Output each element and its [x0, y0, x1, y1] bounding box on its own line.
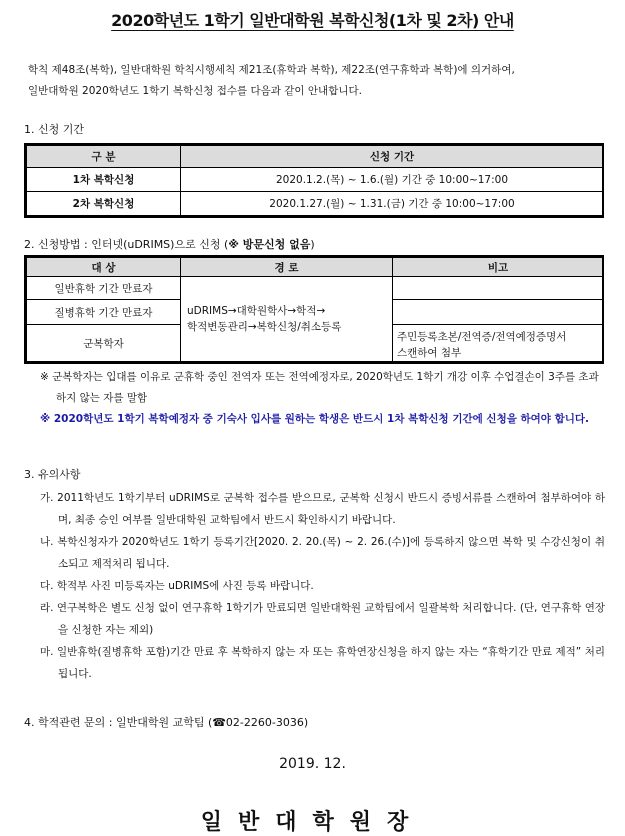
notes-block [40, 367, 605, 430]
no-visit-notice: ※ 방문신청 없음 [228, 238, 311, 251]
list-item: 나. 복학신청자가 2020학년도 1학기 등록기간[2020. 2. 20.(목) ~ 2. 26.(수)]에 등록하지 않으면 복학 및 수강신청이 취소되고 제적처리 됩니다. [40, 536, 605, 570]
table-row [27, 192, 604, 216]
section-1-heading: 1. 신청 기간 [24, 123, 84, 136]
col-remarks: 비고 [393, 258, 604, 277]
signature: 일반대학원장 [200, 810, 425, 835]
target-cell: 일반휴학 기간 만료자 [27, 277, 181, 300]
page-title: 2020학년도 1학기 일반대학원 복학신청(1차 및 2차) 안내 [111, 11, 514, 30]
section-2-heading-close: ) [310, 238, 315, 251]
section-2-heading-text: 2. 신청방법 : 인터넷(uDRIMS)으로 신청 ( [24, 238, 229, 251]
row-period: 2020.1.2.(목) ~ 1.6.(월) 기간 중 10:00~17:00 [181, 168, 604, 192]
issue-date: 2019. 12. [279, 756, 346, 772]
intro-line-1: 학칙 제48조(복학), 일반대학원 학칙시행세칙 제21조(휴학과 복학), 제22조(연구휴학과 복학)에 의거하여, [28, 64, 515, 76]
table-row [27, 277, 604, 300]
col-route: 경 로 [181, 258, 393, 277]
list-item: 라. 연구복학은 별도 신청 없이 연구휴학 1학기가 만료되면 일반대학원 교학팀에서 일괄복학 처리합니다. (단, 연구휴학 연장을 신청한 자는 제외) [40, 602, 605, 636]
table-row [27, 168, 604, 192]
target-cell: 질병휴학 기간 만료자 [27, 300, 181, 325]
row-label: 1차 복학신청 [27, 168, 181, 192]
list-item: 마. 일반휴학(질병휴학 포함)기간 만료 후 복학하지 않는 자 또는 휴학연장신청을 하지 않는 자는 “휴학기간 만료 제적” 처리됩니다. [40, 646, 605, 680]
route-cell [181, 277, 393, 362]
row-label: 2차 복학신청 [27, 192, 181, 216]
remarks-line-2: 스캔하여 첨부 [397, 347, 462, 359]
intro-paragraph [28, 60, 603, 102]
application-method-table [26, 257, 604, 362]
remarks-line-1: 주민등록초본/전역증/전역예정증명서 [397, 331, 567, 343]
route-line-2: 학적변동관리→복학신청/취소등록 [187, 321, 342, 333]
section-3-heading: 3. 유의사항 [24, 468, 81, 481]
precautions-list [40, 487, 605, 685]
list-item: 다. 학적부 사진 미등록자는 uDRIMS에 사진 등록 바랍니다. [40, 580, 314, 592]
remarks-cell [393, 277, 604, 300]
target-cell: 군복학자 [27, 325, 181, 362]
intro-line-2: 일반대학원 2020학년도 1학기 복학신청 접수를 다음과 같이 안내합니다. [28, 85, 362, 97]
section-4-contact: 4. 학적관련 문의 : 일반대학원 교학팀 (☎02-2260-3036) [24, 716, 309, 729]
remarks-cell [393, 325, 604, 362]
section-2-heading [24, 236, 315, 252]
row-period: 2020.1.27.(월) ~ 1.31.(금) 기간 중 10:00~17:00 [181, 192, 604, 216]
application-period-table [26, 145, 604, 216]
route-line-1: uDRIMS→대학원학사→학적→ [187, 305, 326, 317]
remarks-cell [393, 300, 604, 325]
dormitory-note: ※ 2020학년도 1학기 복학예정자 중 기숙사 입사를 원하는 학생은 반드시 1차 복학신청 기간에 신청을 하여야 합니다. [40, 413, 590, 425]
col-period: 신청 기간 [181, 146, 604, 168]
col-target: 대 상 [27, 258, 181, 277]
military-note: ※ 군복학자는 입대를 이유로 군휴학 중인 전역자 또는 전역예정자로, 2020학년도 1학기 개강 이후 수업결손이 3주를 초과하지 않는 자를 말함 [40, 371, 599, 404]
list-item: 가. 2011학년도 1학기부터 uDRIMS로 군복학 접수를 받으므로, 군복학 신청시 반드시 증빙서류를 스캔하여 첨부하여야 하며, 최종 승인 여부를 일반대학원 교학팀에서 반드시 확인하시기 바랍니다. [40, 492, 605, 526]
col-category: 구 분 [27, 146, 181, 168]
